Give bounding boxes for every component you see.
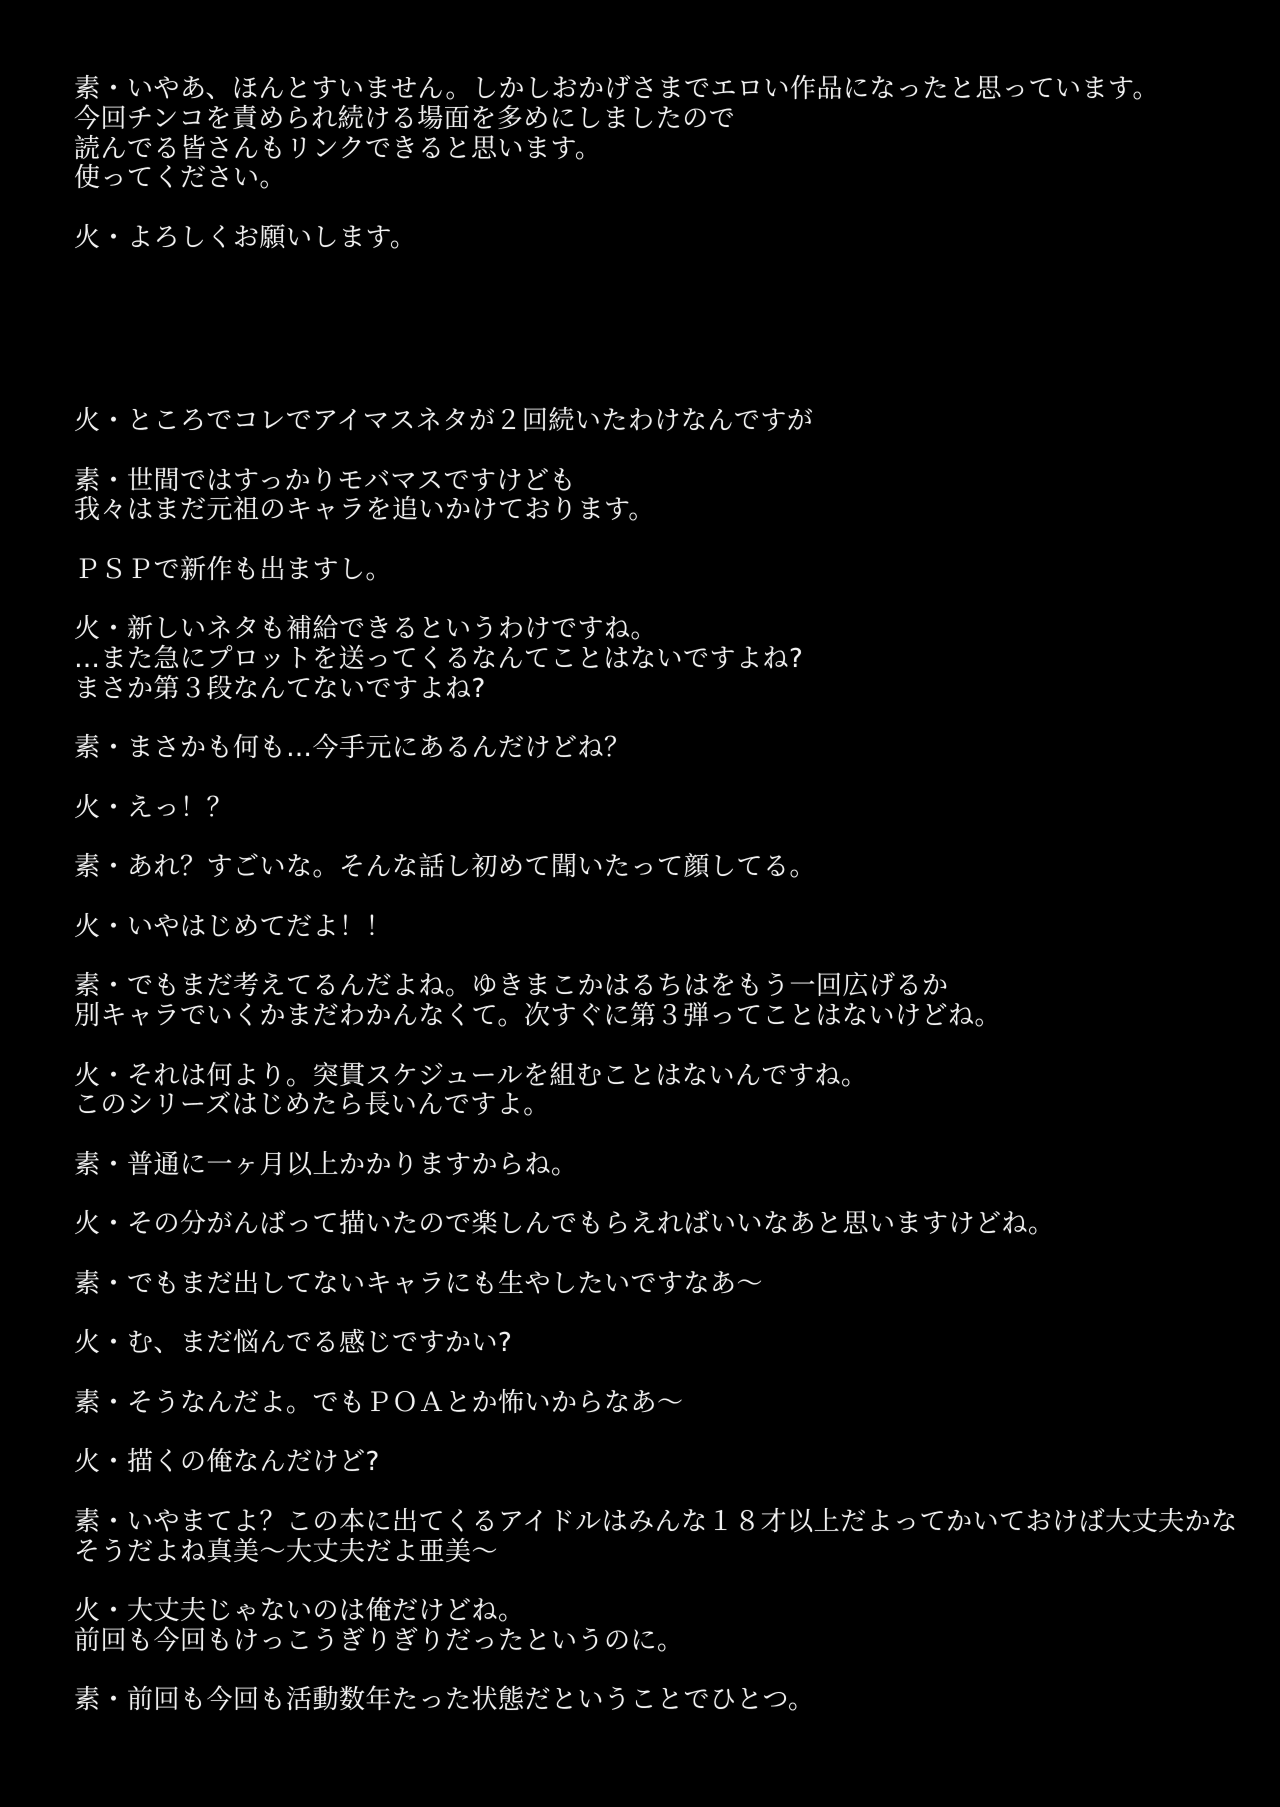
dialogue-paragraph: [74, 1270, 1250, 1300]
dialogue-paragraph: [74, 1448, 1250, 1478]
dialogue-paragraph: [74, 1151, 1250, 1181]
dialogue-line: 素・前回も今回も活動数年たった状態だということでひとつ。: [74, 1685, 815, 1716]
dialogue-line: 素・でもまだ考えてるんだよね。ゆきまこかはるちはをもう一回広げるか: [74, 971, 949, 1002]
dialogue-line: 素・でもまだ出してないキャラにも生やしたいですなあ〜: [74, 1268, 764, 1299]
dialogue-line: そうだよね真美〜大丈夫だよ亜美〜: [74, 1536, 499, 1567]
dialogue-line: …また急にプロットを送ってくるなんてことはないですよね?: [74, 644, 804, 674]
dialogue-paragraph: [74, 913, 1250, 943]
dialogue-line: まさか第３段なんてないですよね?: [74, 673, 486, 704]
dialogue-paragraph: [74, 1686, 1250, 1716]
dialogue-paragraph: [74, 1329, 1250, 1359]
dialogue-line: 火・む、まだ悩んでる感じですかい?: [74, 1328, 513, 1359]
dialogue-line: 火・新しいネタも補給できるというわけですね。: [74, 614, 658, 645]
dialogue-paragraph: [74, 556, 1250, 586]
dialogue-line: 読んでる皆さんもリンクできると思います。: [74, 133, 602, 164]
dialogue-paragraph: [74, 853, 1250, 883]
dialogue-line: 前回も今回もけっこうぎりぎりだったというのに。: [74, 1625, 684, 1656]
dialogue-line: ＰＳＰで新作も出ますし。: [74, 554, 393, 585]
dialogue-paragraph: [74, 615, 1250, 704]
dialogue-line: 火・描くの俺なんだけど?: [74, 1447, 380, 1478]
dialogue-line: 火・それは何より。突貫スケジュールを組むことはないんですね。: [74, 1060, 868, 1091]
dialogue-paragraph: [74, 794, 1250, 824]
dialogue-line: 別キャラでいくかまだわかんなくて。次すぐに第３弾ってことはないけどね。: [74, 1001, 1001, 1031]
dialogue-line: 素・いやあ、ほんとすいません。しかしおかげさまでエロい作品になったと思っています。: [74, 74, 1159, 104]
dialogue-paragraph: [74, 972, 1250, 1032]
dialogue-paragraph: [74, 1508, 1250, 1568]
dialogue-line: 火・よろしくお願いします。: [74, 222, 417, 253]
dialogue-paragraph: [74, 1389, 1250, 1419]
dialogue-line: このシリーズはじめたら長いんですよ。: [74, 1090, 550, 1121]
dialogue-line: 使ってください。: [74, 163, 287, 194]
dialogue-line: 火・いやはじめてだよ！！: [74, 911, 393, 942]
dialogue-line: 素・まさかも何も…今手元にあるんだけどね？: [74, 733, 631, 764]
dialogue-paragraph: [74, 1210, 1250, 1240]
dialogue-line: 火・えっ！？: [74, 792, 234, 823]
dialogue-paragraph: [74, 75, 1250, 194]
dialogue-text-block: [74, 75, 1250, 1746]
dialogue-line: 素・あれ？すごいな。そんな話し初めて聞いたって顔してる。: [74, 852, 817, 883]
dialogue-line: 火・大丈夫じゃないのは俺だけどね。: [74, 1596, 525, 1626]
dialogue-line: 火・その分がんばって描いたので楽しんでもらえればいいなあと思いますけどね。: [74, 1209, 1055, 1240]
dialogue-line: 素・普通に一ヶ月以上かかりますからね。: [74, 1149, 578, 1180]
dialogue-paragraph: [74, 467, 1250, 527]
dialogue-line: 素・そうなんだよ。でもＰＯＡとか怖いからなあ〜: [74, 1387, 684, 1418]
dialogue-line: 火・ところでコレでアイマスネタが２回続いたわけなんですが: [74, 406, 814, 436]
dialogue-paragraph: [74, 1062, 1250, 1122]
dialogue-paragraph: [74, 734, 1250, 764]
dialogue-line: 素・いやまてよ？この本に出てくるアイドルはみんな１８才以上だよってかいておけば大丈夫かな: [74, 1506, 1238, 1537]
dialogue-paragraph: [74, 1597, 1250, 1657]
dialogue-paragraph: [74, 407, 1250, 437]
dialogue-line: 今回チンコを責められ続ける場面を多めにしましたので: [74, 103, 736, 134]
dialogue-paragraph: [74, 224, 1250, 254]
dialogue-line: 素・世間ではすっかりモバマスですけども: [74, 465, 576, 496]
dialogue-line: 我々はまだ元祖のキャラを追いかけております。: [74, 495, 655, 526]
